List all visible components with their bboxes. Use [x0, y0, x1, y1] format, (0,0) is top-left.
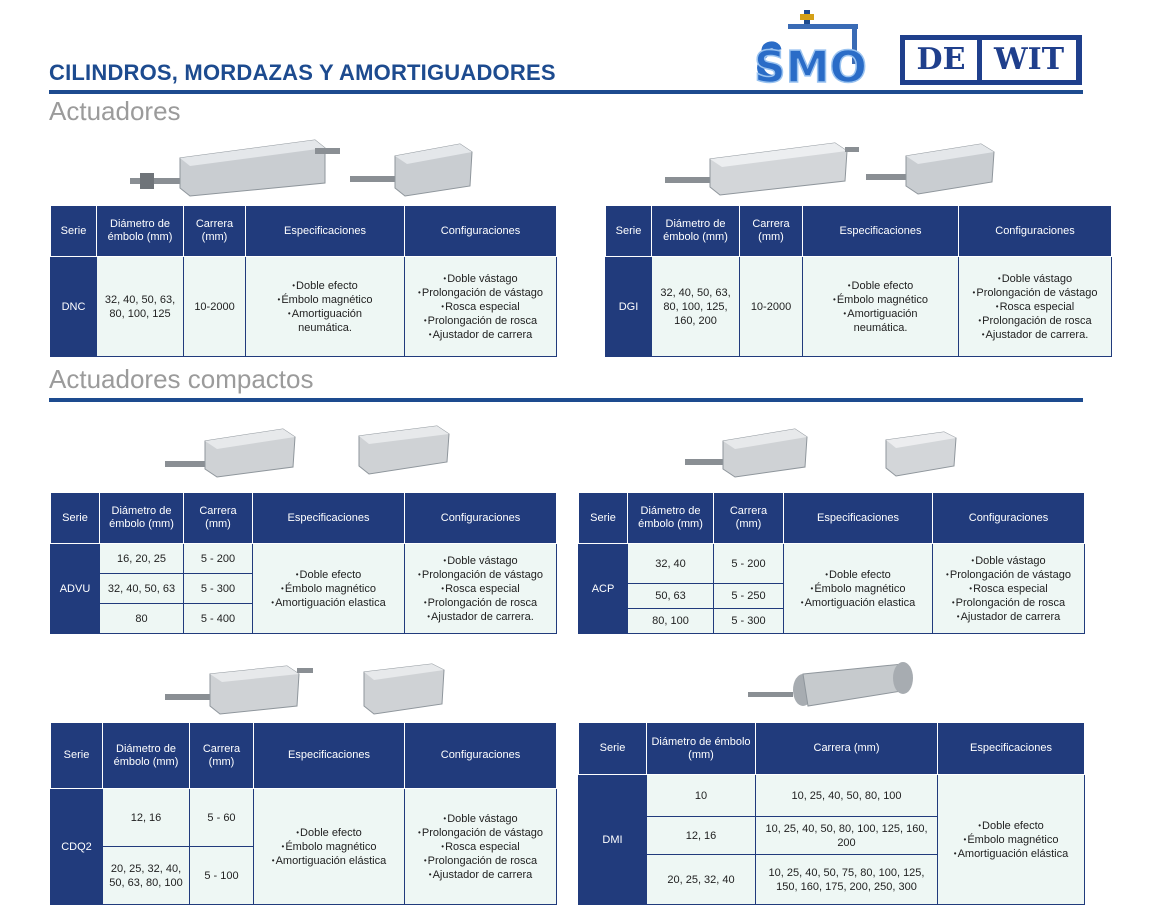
dmi-table [578, 722, 1085, 905]
serie-cell: CDQ2 [51, 789, 103, 905]
header-diametro: Diámetro de émbolo (mm) [103, 723, 190, 789]
advu-cylinder-image [165, 425, 310, 480]
acp-cylinder-image-2 [882, 428, 962, 480]
header-configuraciones: Configuraciones [405, 493, 557, 544]
config-item: • Prolongación de vástago [408, 826, 553, 840]
configs-cell [405, 789, 557, 905]
dewit-logo [900, 35, 1082, 85]
carrera-cell: 5 - 200 [184, 544, 253, 574]
config-item: • Doble vástago [936, 554, 1081, 568]
header-especificaciones: Especificaciones [803, 206, 959, 257]
title-divider [49, 90, 1083, 94]
config-item: • Rosca especial [408, 840, 553, 854]
header-configuraciones: Configuraciones [933, 493, 1085, 544]
specs-cell [803, 257, 959, 357]
dnc-cylinder-image-2 [350, 138, 480, 198]
spec-item: • Doble efecto [787, 568, 929, 582]
config-item: • Prolongación de vástago [408, 568, 553, 582]
specs-cell [253, 544, 405, 634]
header-diametro: Diámetro de émbolo (mm) [628, 493, 714, 544]
header-diametro: Diámetro de émbolo (mm) [652, 206, 740, 257]
header-carrera: Carrera (mm) [184, 206, 246, 257]
diametro-cell: 20, 25, 32, 40, 50, 63, 80, 100 [103, 847, 190, 905]
spec-item: • Amortiguación elastica [787, 596, 929, 610]
config-item: • Ajustador de carrera. [408, 610, 553, 624]
diametro-cell: 32, 40 [628, 544, 714, 584]
spec-item: • Doble efecto [806, 279, 955, 293]
diametro-cell: 80, 100 [628, 609, 714, 634]
spec-item: • Amortiguación neumática. [270, 307, 380, 335]
diametro-cell: 12, 16 [103, 789, 190, 847]
advu-table [50, 492, 557, 634]
config-item: • Doble vástago [408, 812, 553, 826]
carrera-cell: 10-2000 [184, 257, 246, 357]
spec-item: • Émbolo magnético [257, 840, 401, 854]
cdq2-cylinder-image [165, 660, 320, 720]
serie-cell: DGI [606, 257, 652, 357]
config-item: • Rosca especial [408, 300, 553, 314]
header-serie: Serie [51, 206, 97, 257]
diametro-cell: 32, 40, 50, 63, 80, 100, 125, 160, 200 [652, 257, 740, 357]
serie-cell: ADVU [51, 544, 100, 634]
section-compactos-title: Actuadores compactos [49, 364, 314, 394]
config-item: • Ajustador de carrera [936, 610, 1081, 624]
carrera-cell: 5 - 400 [184, 604, 253, 634]
header-serie: Serie [606, 206, 652, 257]
header-carrera: Carrera (mm) [740, 206, 803, 257]
dmi-cylinder-image [748, 660, 918, 715]
header-configuraciones: Configuraciones [959, 206, 1112, 257]
cdq2-table [50, 722, 557, 905]
carrera-cell: 5 - 300 [714, 609, 784, 634]
carrera-cell: 10, 25, 40, 50, 75, 80, 100, 125, 150, 160, 175, 200, 250, 300 [756, 855, 938, 905]
header-serie: Serie [579, 493, 628, 544]
dewit-logo-left: DE [905, 40, 977, 80]
config-item: • Prolongación de vástago [936, 568, 1081, 582]
diametro-cell: 80 [100, 604, 184, 634]
header-carrera: Carrera (mm) [190, 723, 254, 789]
header-serie: Serie [51, 493, 100, 544]
diametro-cell: 12, 16 [647, 817, 756, 855]
section-actuadores-title: Actuadores [49, 96, 181, 126]
configs-cell [959, 257, 1112, 357]
carrera-cell: 5 - 200 [714, 544, 784, 584]
acp-cylinder-image [685, 425, 815, 480]
config-item: • Prolongación de rosca [408, 596, 553, 610]
carrera-cell: 5 - 100 [190, 847, 254, 905]
spec-item: • Émbolo magnético [249, 293, 401, 307]
carrera-cell: 5 - 250 [714, 584, 784, 609]
specs-cell [254, 789, 405, 905]
config-item: • Doble vástago [408, 272, 553, 286]
serie-cell: ACP [579, 544, 628, 634]
header-serie: Serie [579, 723, 647, 775]
spec-item: • Émbolo magnético [806, 293, 955, 307]
spec-item: • Amortiguación elástica [941, 847, 1081, 861]
diametro-cell: 32, 40, 50, 63 [100, 574, 184, 604]
header-especificaciones: Especificaciones [938, 723, 1085, 775]
dgi-table [605, 205, 1112, 357]
configs-cell [405, 544, 557, 634]
carrera-cell: 10, 25, 40, 50, 80, 100 [756, 775, 938, 817]
config-item: • Prolongación de rosca [962, 314, 1108, 328]
header-configuraciones: Configuraciones [405, 206, 557, 257]
spec-item: • Doble efecto [257, 826, 401, 840]
header-diametro: Diámetro de émbolo (mm) [647, 723, 756, 775]
diametro-cell: 32, 40, 50, 63, 80, 100, 125 [97, 257, 184, 357]
configs-cell [933, 544, 1085, 634]
config-item: • Prolongación de rosca [408, 314, 553, 328]
carrera-cell: 10-2000 [740, 257, 803, 357]
spec-item: • Amortiguación elastica [256, 596, 401, 610]
header-carrera: Carrera (mm) [184, 493, 253, 544]
dnc-cylinder-image [130, 128, 340, 198]
page-title: CILINDROS, MORDAZAS Y AMORTIGUADORES [49, 60, 556, 85]
diametro-cell: 16, 20, 25 [100, 544, 184, 574]
configs-cell [405, 257, 557, 357]
dgi-cylinder-image-2 [866, 138, 1001, 196]
header-carrera: Carrera (mm) [714, 493, 784, 544]
config-item: • Doble vástago [962, 272, 1108, 286]
config-item: • Ajustador de carrera [408, 328, 553, 342]
config-item: • Ajustador de carrera [408, 868, 553, 882]
header-diametro: Diámetro de émbolo (mm) [97, 206, 184, 257]
header-serie: Serie [51, 723, 103, 789]
acp-table [578, 492, 1085, 634]
header-especificaciones: Especificaciones [784, 493, 933, 544]
specs-cell [784, 544, 933, 634]
spec-item: • Amortiguación elástica [257, 854, 401, 868]
carrera-cell: 10, 25, 40, 50, 80, 100, 125, 160, 200 [756, 817, 938, 855]
dgi-cylinder-image [665, 135, 860, 195]
config-item: • Prolongación de rosca [408, 854, 553, 868]
header-carrera: Carrera (mm) [756, 723, 938, 775]
specs-cell [246, 257, 405, 357]
smo-logo [748, 6, 880, 90]
svg-text:SMO: SMO [754, 42, 867, 90]
section-divider [49, 398, 1083, 402]
header-diametro: Diámetro de émbolo (mm) [100, 493, 184, 544]
config-item: • Rosca especial [408, 582, 553, 596]
carrera-cell: 5 - 300 [184, 574, 253, 604]
config-item: • Doble vástago [408, 554, 553, 568]
dewit-logo-right: WIT [982, 40, 1076, 80]
dnc-table [50, 205, 557, 357]
advu-cylinder-image-2 [355, 422, 455, 477]
config-item: • Rosca especial [936, 582, 1081, 596]
serie-cell: DNC [51, 257, 97, 357]
spec-item: • Doble efecto [941, 819, 1081, 833]
carrera-cell: 5 - 60 [190, 789, 254, 847]
diametro-cell: 50, 63 [628, 584, 714, 609]
diametro-cell: 20, 25, 32, 40 [647, 855, 756, 905]
spec-item: • Amortiguación neumática. [826, 307, 936, 335]
spec-item: • Émbolo magnético [256, 582, 401, 596]
header-configuraciones: Configuraciones [405, 723, 557, 789]
spec-item: • Doble efecto [256, 568, 401, 582]
header-especificaciones: Especificaciones [246, 206, 405, 257]
config-item: • Rosca especial [962, 300, 1108, 314]
config-item: • Prolongación de vástago [408, 286, 553, 300]
specs-cell [938, 775, 1085, 905]
header-especificaciones: Especificaciones [253, 493, 405, 544]
config-item: • Prolongación de vástago [962, 286, 1108, 300]
cdq2-cylinder-image-2 [360, 660, 450, 718]
spec-item: • Doble efecto [249, 279, 401, 293]
spec-item: • Émbolo magnético [787, 582, 929, 596]
serie-cell: DMI [579, 775, 647, 905]
header-especificaciones: Especificaciones [254, 723, 405, 789]
config-item: • Prolongación de rosca [936, 596, 1081, 610]
config-item: • Ajustador de carrera. [962, 328, 1108, 342]
spec-item: • Émbolo magnético [941, 833, 1081, 847]
diametro-cell: 10 [647, 775, 756, 817]
